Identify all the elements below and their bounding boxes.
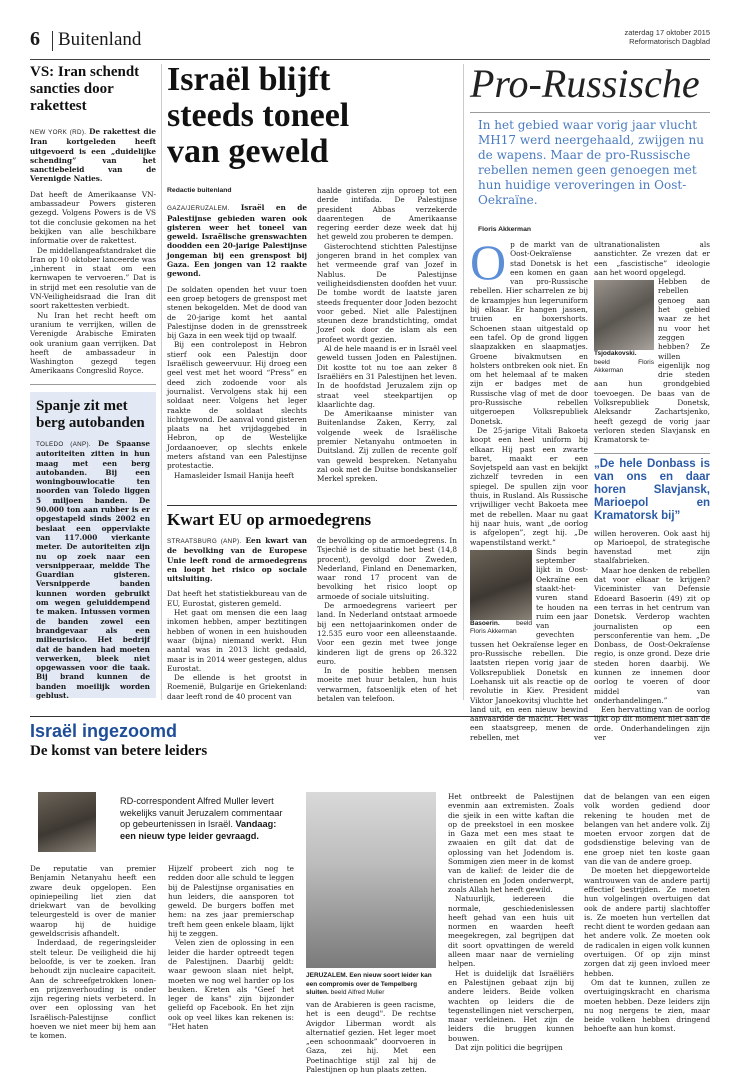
article-iran bbox=[30, 64, 156, 379]
paragraph: Het gaat om mensen die een laag inkomen hebben, amper beztitingen hebben of wonen in een huishouden waar (bijna) niemand werkt. Hun aantal was in 2013 licht gedaald, maar is in 2014 weer gestegen, aldus Eurostat. bbox=[167, 608, 307, 673]
caption-text: Een nieuw soort leider kan een compromis over de Tempelberg sluiten. bbox=[306, 972, 432, 996]
caption-credit: beeld Alfred Muller bbox=[330, 989, 385, 996]
column-2 bbox=[168, 864, 294, 1060]
column-1 bbox=[167, 186, 307, 502]
dateline: STRAATSBURG (ANP). bbox=[167, 538, 242, 545]
headline: De komst van betere leiders bbox=[30, 743, 208, 759]
section-rule bbox=[30, 716, 710, 717]
paragraph: Sinds begin september lijkt in Oost-Oekraïne een staakt-het-vuren stand te houden na ruim een jaar van gevechten tussen het Oekraïense leger en pro-Russische rebellen. Die laatsten riepen vorig jaar de Volksrepubliek Donetsk en Loehansk uit als reactie op de revolutie in Kiev. President Viktor Janoekovitsj vluchtte het land uit, en een nieuw bewind aanvaardde de macht. Het was een staatsgreep, menen de rebellen, met bbox=[470, 546, 588, 742]
paragraph: Dat heeft de Amerikaanse VN-ambassadeur Powers gisteren gezegd. Volgens Powers is de VS tot die conclusie gekomen na het bekijken van alle beschikbare informatie over de rakettest. bbox=[30, 189, 156, 246]
paragraph: p de markt van de Oost-Oekraïense stad Donetsk is het een komen en gaan van pro-Russische rebellen. Hier scharrelen ze bij de kraampjes hun legeruniform bij elkaar. Er hangen jassen, truien en boxershorts. Schoenen staan uitgestald op een tafel. Op de grond liggen slaapzakken en slaapmatjes. Groene bivakmutsen en holsters ontbreken ook niet. En om het helemaal af te maken zijn er badges met de Russische vlag of met de door pro-Russische rebellen uitgeroepen Volksrepubliek Donetsk. bbox=[470, 240, 588, 426]
section-name: Buitenland bbox=[58, 29, 142, 50]
lead: De rakettest die Iran kortgeleden heeft uitgevoerd is een „duidelijke schending” van het sanctiebeleid van de Verenigde Naties. bbox=[30, 127, 156, 184]
paragraph: Gisterochtend stichtten Palestijnse jongeren brand in het complex van het vermeende graf van Jozef in Nablus. De Palestijnse veiligheidsdiensten doofden het vuur. De tombe wordt de laatste jaren steeds frequenter door Joden bezocht voor gebed. Niet alle Palestijnen steunen deze brandstichting, omdat Jozef ook door de islam als een profeet wordt gezien. bbox=[317, 241, 457, 344]
caption-name: Basoerin. bbox=[470, 619, 500, 627]
photo-caption bbox=[306, 972, 436, 998]
paragraph: De ellende is het grootst in Roemenië, Bulgarije en Griekenland: daar leeft rond de 40 procent van bbox=[167, 673, 307, 701]
paragraph: Dat heeft het statistiekbureau van de EU, Eurostat, gisteren gemeld. bbox=[167, 589, 307, 608]
paragraph: Nu Iran het recht heeft om uranium te verrijken, willen de Verenigde Arabische Emiraten ook uranium gaan verrijken. Dat heeft de ambassadeur in Washington gezegd tegen Amerikaans Congreslid Royce. bbox=[30, 310, 156, 376]
paragraph: Om dat te kunnen, zullen ze overtuigingskracht en charisma moeten hebben. Deze leiders zijn nu nog nergens te zien, maar beide volken hebben dringend behoefte aan hun komst. bbox=[584, 977, 710, 1034]
paragraph: dat de belangen van een eigen volk worden gediend door rekening te houden met de belangen van het andere volk. Zij moeten ervoor zorgen dat de godsdienstige beleving van de ene groep niet ten koste gaan van die van de andere groep. bbox=[584, 792, 710, 867]
paragraph: de bevolking op de armoedegrens. In Tsjechië is de situatie het best (14,8 procent), gevolgd door Zweden, Nederland, Finland en Denemarken, waar rond 17 procent van de bevolking het risico loopt op armoede of sociale uitsluiting. bbox=[317, 536, 457, 601]
masthead bbox=[30, 24, 710, 58]
column-4 bbox=[448, 792, 574, 1060]
column-2 bbox=[317, 186, 457, 502]
paragraph: Een hervatting van de oorlog lijkt op dit moment niet aan de orde. Onderhandelingen zijn ver bbox=[594, 705, 710, 743]
page-number: 6 bbox=[30, 28, 40, 50]
caption-credit: beeld Floris Akkerman bbox=[470, 619, 532, 636]
paragraph: Inderdaad, de regeringsleider stelt teleur. De veiligheid die hij beloofde, is ver te zoeken. Iran behoudt zijn nucleaire capaciteit. Aan de schreefgetrokken lonen- en prijzenverhouding is onder zijn regering niets verbeterd. In over een oplossing van het Israëlisch-Palestijnse conflict hoeven we niet meer bij hem aan te komen. bbox=[30, 938, 156, 1041]
paragraph: ultranationalisten als aanstichter. Ze vrezen dat er een „fascistische” ideologie aan het woord opgelegd. bbox=[594, 240, 710, 277]
paragraph: De middellangeafstandraket die Iran op 10 oktober lanceerde was „inherent in staat om een kernwapen te vervoeren.” Dat is in strijd met een resolutie van de VN-Veiligheidsraad die Iran dit soort rakettesten verbiedt. bbox=[30, 245, 156, 311]
photo-basoerin bbox=[470, 550, 532, 620]
intro-text: RD-correspondent Alfred Muller levert wekelijks vanuit Jeruzalem commentaar op gebeurtenissen in Israël. bbox=[120, 796, 283, 829]
headline: Pro-Russische bbox=[470, 61, 700, 106]
masthead-divider bbox=[52, 31, 53, 51]
column-5 bbox=[584, 792, 710, 1060]
paragraph: haalde gisteren zijn oproep tot een derde intifada. De Palestijnse president Abbas verzekerde daarentegen de Amerikaanse regering eerder deze week dat hij het geweld zou proberen te dempen. bbox=[317, 186, 457, 242]
paragraph: Bij een controlepost in Hebron stierf ook een Palestijn door Israëlisch geweervuur. Hij droeg een geel vest met het woord “Press” en deed zich zodoende voor als journalist. Vervolgens stak hij een soldaat neer. Volgens het leger raakte de soldaat slechts lichtgewond. De aanval vond gisteren plaats na het vrijdaggebed in Hebron, op de Westelijke Jordaanoever, op slechts enkele meters afstand van een Palestijnse protestactie. bbox=[167, 340, 307, 471]
pull-quote: „De hele Donbass is van ons en daar horen Slavjansk, Marioepol en Kramatorsk bij” bbox=[594, 453, 710, 523]
paragraph: De armoedegrens varieert per land. In Nederland ontstaat armoede bij een nettojaarinkomen onder de 12.535 euro voor een alleenstaande. Voor een gezin met twee jonge kinderen ligt de grens op 26.322 euro. bbox=[317, 601, 457, 666]
column-rule bbox=[463, 64, 464, 700]
column-2 bbox=[317, 536, 457, 704]
article-spain-box bbox=[30, 392, 156, 701]
column-1 bbox=[30, 864, 156, 1060]
paragraph: De moeten het diepgewortelde wantrouwen van de andere partij effectief bestrijden. Ze moeten hun volgelingen overtuigen dat ook de andere partij slachtoffer is. Ze moeten hun vertellen dat recht dient te worden gedaan aan het andere volk. Ze moeten ook de radicalen in eigen volk kunnen overtuigen. Of op zijn minst zorgen dat zij geen invloed meer hebben. bbox=[584, 866, 710, 978]
article-body bbox=[30, 127, 156, 376]
divider bbox=[470, 112, 710, 113]
paragraph: Velen zien de oplossing in een leider die harder optreedt tegen de Palestijnen. Daarbij geldt: waar gewoon slaan niet helpt, moeten we nog wel harder op los beuken. Kreten als "Geef het leger de kans" zijn bijzonder geliefd op Facebook. En het zijn ook op veel likes kan rekenen is: "Het haten bbox=[168, 938, 294, 1032]
dateline: TOLEDO (ANP). bbox=[36, 441, 91, 448]
paragraph: willen heroveren. Ook aast hij op Marioepol, de strategische havenstad met zijn staalfabrieken. bbox=[594, 528, 710, 566]
divider bbox=[167, 505, 457, 506]
paragraph: Maar hoe denken de rebellen dat voor elkaar te krijgen? Viceminister van Defensie Edoeard Basoerin (49) zit op een terras in het centrum van Donetsk. Verderop wachten journalisten op een persconferentie van hem. „De Donbass, de Oost-Oekraïense regio, is onze grond. Deze drie steden horen daarbij. We kunnen ze innemen door oorlog te voeren of door middel van onderhandelingen.” bbox=[594, 565, 710, 705]
deck: In het gebied waar vorig jaar vlucht MH17 werd neergehaald, zwijgen nu de wapens. Maar de pro-Russische rebellen nemen geen genoegen met hun huidige veroveringen in Oost-Oekraïne. bbox=[478, 118, 705, 207]
lead: Israël en de Palestijnse gebieden waren ook gisteren weer het toneel van geweld. Israëlische grenswachten doodden een 20-jarige Palestijnse jongeman bij een grenspost bij Gaza. Een jongen van 12 raakte gewond. bbox=[167, 203, 307, 279]
paragraph: van de Arabieren is geen racisme, het is een deugd". De rechtse Avigdor Liberman wordt als alternatief gezien. Het leger moet „een schoonmaak” doorvoeren in Gaza, zei hij. Met een Poetinachtige stijl zal hij de Palestijnen op hun plaats zetten. bbox=[306, 1000, 436, 1074]
headline: VS: Iran schendt sancties door rakettest bbox=[30, 64, 140, 114]
paragraph: Dat zijn politici die begrijpen bbox=[455, 1043, 563, 1053]
paragraph: Natuurlijk, iedereen die normale, geschiedenislessen heeft gehad van een huis uit normen en waarden heeft meegekregen, zal begrijpen dat dit soort opvattingen de wereld alleen maar naar de vernieling helpen. bbox=[448, 894, 574, 969]
paragraph: De reputatie van premier Benjamin Netanyahu heeft een zware deuk opgelopen. Een opiniepeiling liet zien dat driekwart van de bevolking teleurgesteld is over de manier waarop hij de huidige geweldscrisis afhandelt. bbox=[30, 864, 156, 939]
article-russia bbox=[470, 61, 710, 743]
paragraph: Hamasleider Ismail Hanija heeft bbox=[174, 470, 295, 480]
headline: Spanje zit met berg autobanden bbox=[36, 398, 145, 431]
photo-tsjodakovski-wrap bbox=[594, 280, 654, 376]
article-israel bbox=[167, 62, 457, 502]
lead: Een kwart van de bevolking van de Europese Unie leeft rond de armoedegrens en loopt het risico op sociale uitsluiting. bbox=[167, 536, 307, 584]
article-eu bbox=[167, 510, 457, 704]
intro-bold: Vandaag: een nieuw type leider gevraagd. bbox=[120, 819, 277, 841]
author-photo bbox=[38, 792, 96, 852]
headline: Israël blijft steeds toneel van geweld bbox=[167, 61, 350, 170]
paper-name: Reformatorisch Dagblad bbox=[629, 37, 710, 46]
byline: Floris Akkerman bbox=[478, 226, 532, 233]
paragraph: De Amerikaanse minister van Buitenlandse Zaken, Kerry, zal volgende week de Israëlische premier Netanyahu ontmoeten in Duitsland. Zij zullen de recente golf van geweld bespreken. Netanyahu zal ook met de Duitse bondskanselier Merkel spreken. bbox=[317, 409, 457, 484]
article-body bbox=[36, 439, 150, 700]
dateline: GAZA/JERUZALEM. bbox=[167, 205, 230, 213]
caption-credit: beeld Floris Akkerman bbox=[594, 358, 654, 375]
paragraph: De 25-jarige Vitali Bakoeta koopt een heel uniform bij elkaar. Hij past een zwarte baret, maakt er een Sovjetspeld aan vast en bekijkt zichzelf tevreden in een spiegel. De spullen zijn voor thuis, in Rusland. Als Russische vrijwilliger vecht Bakoeta mee met de rebellen. Maar nu gaat hij naar huis, want „de oorlog is afgelopen”, zegt hij. „De wapenstilstand werkt.” bbox=[470, 425, 588, 547]
column-3 bbox=[306, 1000, 436, 1074]
paragraph: De soldaten openden het vuur toen een groep betogers de grenspost met stenen bekogelden. Met de dood van de 20-jarige komt het aantal Palestijnse doden in de grensstreek bij Gaza in een week tijd op twaalf. bbox=[167, 284, 307, 341]
photo-jerusalem bbox=[306, 792, 436, 968]
paragraph: Hebben de rebellen genoeg aan het gebied waar ze het nu voor het zeggen hebben? Ze willen eigenlijk nog drie steden aan hun grondgebied toevoegen. De baas van de Volksrepubliek Donetsk, Aleksandr Zachartsjenko, heeft gezegd de vorig jaar verloren steden Slavjansk en Kramatorsk te- bbox=[594, 277, 710, 445]
dateline: NEW YORK (RD). bbox=[30, 129, 87, 136]
byline: Redactie buitenland bbox=[167, 187, 232, 194]
drop-cap: O bbox=[470, 234, 507, 290]
intro bbox=[120, 796, 290, 842]
paragraph: Het ontbreekt de Palestijnen evenmin aan extremisten. Zoals die sjeik in een witte kaftan die op de preekstoel in een moskee in Gaza met een mes staat te zwaaien en gilt dat dat de oplossing van het Jodendom is. Sommigen zien meer in de komst van de kalief: de leider die de christenen en Joden onderwerpt, zoals Allah het heeft gewild. bbox=[448, 792, 574, 894]
divider bbox=[30, 384, 156, 385]
date-text: zaterdag 17 oktober 2015 bbox=[624, 28, 710, 37]
paragraph: Het is duidelijk dat Israëliërs en Palestijnen gebaat zijn bij andere leiders. Beide volken wachten op leiders die de tegenstellingen niet verscherpen, maar verkleinen. Het zijn de leiders die bruggen kunnen bouwen. bbox=[448, 968, 574, 1043]
photo-tsjodakovski bbox=[594, 280, 654, 350]
photo-caption bbox=[594, 350, 654, 376]
headline: Kwart EU op armoedegrens bbox=[167, 510, 372, 529]
column-2 bbox=[594, 240, 710, 743]
paragraph: In de positie hebben mensen moeite met huur betalen, hun huis verwarmen, fatsoenlijk eten of het betalen van telefoon. bbox=[317, 666, 457, 704]
issue-date bbox=[510, 28, 710, 46]
masthead-rule bbox=[30, 59, 710, 60]
photo-caption bbox=[470, 620, 532, 637]
body: De Spaanse autoriteiten zitten in hun maag met een berg autobanden. Bij een woningbouwlocatie ten noorden van Toledo liggen 5 miljoen banden. De 90.000 ton aan rubber is er opgestapeld sinds 2002 en beslaat een oppervlakte van 117.000 vierkante meter. De autoriteiten zijn nu op zoek naar een versnipperaar, meldde The Guardian gisteren. Versnipperde banden kunnen worden gebruikt om wegen geluiddempend te maken. Intussen vormen de banden zowel een brandgevaar als een milieurisico. Het bedrijf dat de banden had moeten verwerken, bleek niet opgewassen voor die taak. Bij brand kunnen de banden moeilijk worden geblust. bbox=[36, 439, 150, 701]
column-rule bbox=[161, 64, 162, 700]
photo-basoerin-wrap bbox=[470, 550, 532, 637]
column-1 bbox=[167, 536, 307, 700]
column-1 bbox=[470, 234, 588, 742]
caption-name: Tsjodakovski. bbox=[594, 350, 637, 358]
article-column-israel bbox=[30, 720, 710, 1074]
paragraph: Hijzelf probeert zich nog te redden door alle schuld te leggen bij de Palestijnse organisaties en hun leiders, die aansporen tot geweld. De burgers boffen met hem: na zes jaar premierschap treft hem geen enkele blaam, lijkt hij te zeggen. bbox=[168, 864, 294, 939]
kicker: Israël ingezoomd bbox=[30, 721, 178, 741]
paragraph: Al de hele maand is er in Israël veel geweld tussen Joden en Palestijnen. Dit kostte tot nu toe aan zeker 8 Israëliërs en 31 Palestijnen het leven. In de hoofdstad Jeruzalem zijn op straat veel steekpartijen op klaarlichte dag. bbox=[317, 344, 457, 409]
caption-place: JERUZALEM. bbox=[306, 972, 348, 979]
